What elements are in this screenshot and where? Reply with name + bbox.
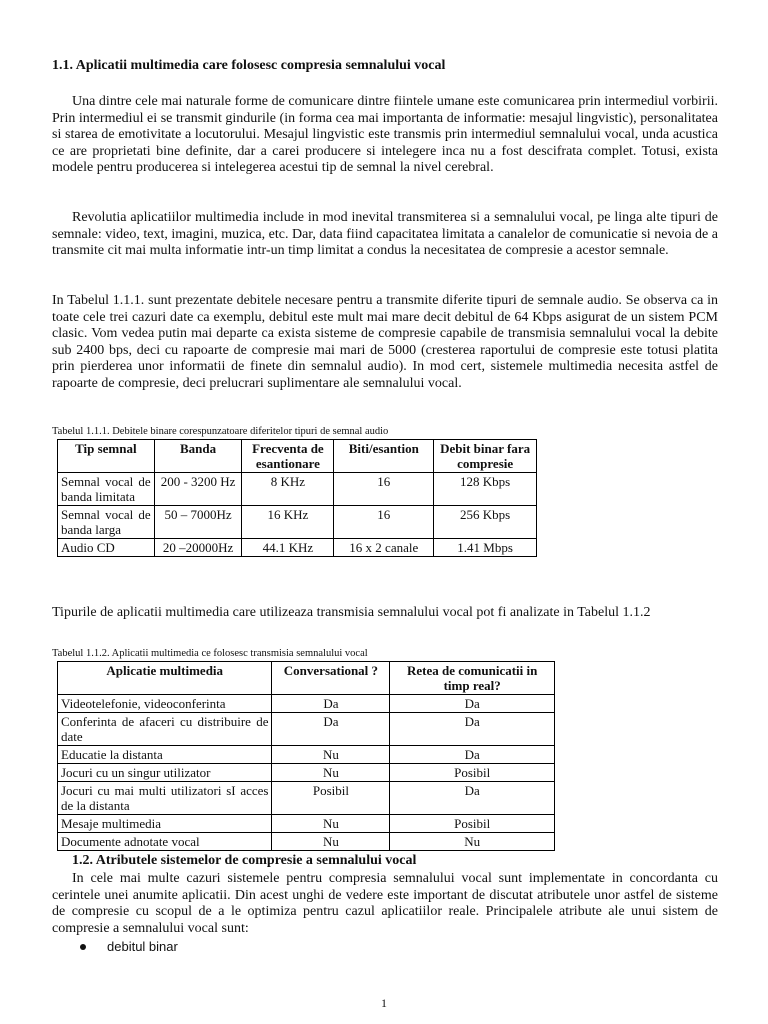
table-cell: Videotelefonie, videoconferinta	[58, 695, 272, 713]
table-row	[58, 539, 537, 557]
table-cell: Posibil	[390, 764, 555, 782]
table-cell: Da	[272, 713, 390, 746]
table-cell: 50 – 7000Hz	[154, 506, 242, 539]
table-cell: Semnal vocal de banda limitata	[58, 473, 155, 506]
table-row	[58, 746, 555, 764]
table-cell: 8 KHz	[242, 473, 334, 506]
table-cell: Nu	[272, 746, 390, 764]
table-cell: Posibil	[390, 815, 555, 833]
table-row	[58, 506, 537, 539]
table-cell: Audio CD	[58, 539, 155, 557]
table1-caption: Tabelul 1.1.1. Debitele binare corespunzatoare diferitelor tipuri de semnal audio	[52, 426, 389, 437]
section-heading-1-2: 1.2. Atributele sistemelor de compresie a semnalului vocal	[72, 853, 417, 868]
table-cell: 200 - 3200 Hz	[154, 473, 242, 506]
table-cell: 1.41 Mbps	[434, 539, 537, 557]
paragraph-attributes: In cele mai multe cazuri sistemele pentru compresia semnalului vocal sunt implementate in concordanta cu cerintele unei anumite aplicatii. Din acest unghi de vedere este important de discutat atributele unor astfel de sisteme de compresie cu scopul de a le optimiza pentru cazul aplicatiilor reale. Principalele atribute ale unui sistem de compresie a semnalului vocal sunt:	[52, 871, 718, 936]
table2-header-cell: Retea de comunicatii in timp real?	[390, 662, 555, 695]
page-number: 1	[381, 996, 387, 1010]
table-cell: Da	[390, 746, 555, 764]
table-cell: 128 Kbps	[434, 473, 537, 506]
list-item	[80, 939, 178, 954]
paragraph-revolution: Revolutia aplicatiilor multimedia include in mod inevital transmiterea si a semnalului vocal, pe linga alte tipuri de semnale: video, text, imagini, muzica, etc. Dar, data fiind capacitatea limitata a canalelor de comunicatie si nevoia de a transmite cit mai multa informatie intr-un timp limitat a condus la necesitatea de compresie a acestor semnale.	[52, 210, 718, 259]
table-cell: Da	[390, 695, 555, 713]
table1-header-cell: Frecventa de esantionare	[242, 440, 334, 473]
table-row	[58, 473, 537, 506]
table-multimedia-applications	[57, 661, 555, 851]
table-row	[58, 782, 555, 815]
table-cell: Nu	[390, 833, 555, 851]
table-cell: Educatie la distanta	[58, 746, 272, 764]
table1-header-row	[58, 440, 537, 473]
table-cell: Conferinta de afaceri cu distribuire de date	[58, 713, 272, 746]
table-cell: Da	[390, 782, 555, 815]
table-cell: Da	[272, 695, 390, 713]
table1-header-cell: Tip semnal	[58, 440, 155, 473]
paragraph-table2-intro: Tipurile de aplicatii multimedia care utilizeaza transmisia semnalului vocal pot fi analizate in Tabelul 1.1.2	[52, 605, 651, 620]
table-cell: Nu	[272, 764, 390, 782]
table-row	[58, 764, 555, 782]
table-cell: 16	[334, 473, 434, 506]
table-cell: Semnal vocal de banda larga	[58, 506, 155, 539]
table-cell: Nu	[272, 815, 390, 833]
table-cell: 16 KHz	[242, 506, 334, 539]
table-cell: Da	[390, 713, 555, 746]
table-cell: Posibil	[272, 782, 390, 815]
table-cell: Documente adnotate vocal	[58, 833, 272, 851]
paragraph-intro: Una dintre cele mai naturale forme de comunicare dintre fiintele umane este comunicarea prin intermediul vorbirii. Prin intermediul ei se transmit gindurile (in forma cea mai importanta de informatie: mesajul lingvistic), personalitatea si starea de emotivitate a locutorului. Mesajul lingvistic este transmis prin intermediul semnalului vocal, unda acustica ce are proprietati bine definite, dar a carei producere si intelegere inca nu a fost descifrata complet. Totusi, exista modele pentru producerea si intelegerea acestui tip de semnal la nivel cerebral.	[52, 94, 718, 176]
section-heading-1-1: 1.1. Aplicatii multimedia care folosesc compresia semnalului vocal	[52, 58, 446, 73]
table2-header-row	[58, 662, 555, 695]
table-row	[58, 833, 555, 851]
table2-header-cell: Aplicatie multimedia	[58, 662, 272, 695]
table-row	[58, 713, 555, 746]
paragraph-table-intro: In Tabelul 1.1.1. sunt prezentate debitele necesare pentru a transmite diferite tipuri de semnale audio. Se observa ca in toate cele trei cazuri date ca exemplu, debitul este mult mai mare decit debitul de 64 Kbps asigurat de un sistem PCM clasic. Vom vedea putin mai departe ca exista sisteme de compresie capabile de transmisia semnalului vocal la debite sub 2400 bps, deci cu rapoarte de compresie mai mari de 5000 (cresterea raportului de compresie este totusi platita prin pierderea unor informatii de finete din semnalul audio). In mod cert, sistemele multimedia necesita astfel de rapoarte de compresie, deci prelucrari suplimentare ale semnalului vocal.	[52, 293, 718, 391]
table-cell: 44.1 KHz	[242, 539, 334, 557]
table-cell: 256 Kbps	[434, 506, 537, 539]
table-cell: Mesaje multimedia	[58, 815, 272, 833]
table-cell: Nu	[272, 833, 390, 851]
list-item-text: debitul binar	[107, 939, 178, 954]
table-row	[58, 695, 555, 713]
table2-caption: Tabelul 1.1.2. Aplicatii multimedia ce folosesc transmisia semnalului vocal	[52, 648, 368, 659]
table-cell: Jocuri cu un singur utilizator	[58, 764, 272, 782]
table-cell: 16 x 2 canale	[334, 539, 434, 557]
table1-header-cell: Debit binar fara compresie	[434, 440, 537, 473]
table-cell: Jocuri cu mai multi utilizatori sI acces de la distanta	[58, 782, 272, 815]
table-audio-bitrates	[57, 439, 537, 557]
table-row	[58, 815, 555, 833]
table1-header-cell: Banda	[154, 440, 242, 473]
table2-header-cell: Conversational ?	[272, 662, 390, 695]
table-cell: 20 –20000Hz	[154, 539, 242, 557]
bullet-icon	[80, 944, 86, 950]
table-cell: 16	[334, 506, 434, 539]
table1-header-cell: Biti/esantion	[334, 440, 434, 473]
